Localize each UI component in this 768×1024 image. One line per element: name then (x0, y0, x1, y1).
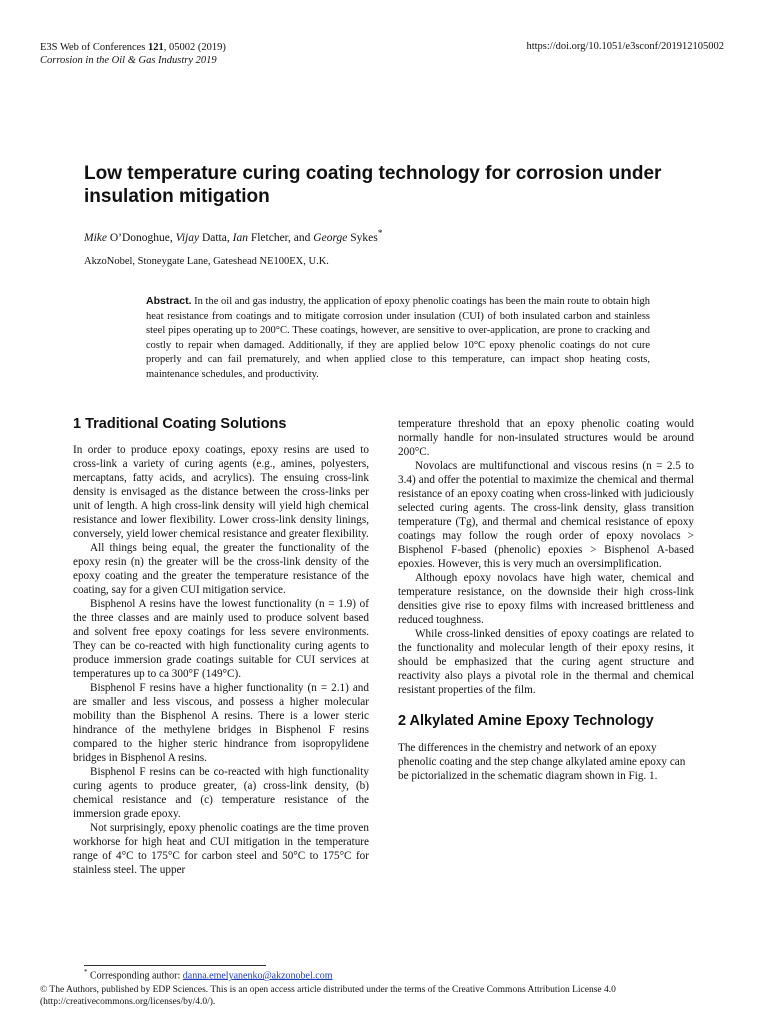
footnote-mark: * (84, 968, 88, 976)
paragraph: Novolacs are multifunctional and viscous resins (n = 2.5 to 3.4) and offer the potential to maximize the chemical and thermal resistance of an epoxy coating when cross-linked with judiciously selected curing agents. The cross-link density, glass transition temperature (Tg), and thermal and chemical resistance of epoxy coatings may follow the rough order of epoxy novolacs > Bisphenol F-based (phenolic) epoxies > Bisphenol A-based epoxies. However, this is very much an oversimplification. (398, 460, 694, 570)
journal-volume: 121 (148, 42, 164, 53)
author-first-name: George (313, 231, 348, 244)
author-email-link[interactable]: danna.emelyanenko@akzonobel.com (182, 970, 333, 982)
footnote-rule (84, 965, 266, 966)
license-notice: © The Authors, published by EDP Sciences. This is an open access article distributed under the terms of the Creative Commons Attribution License 4.0 (http://creativecommons.org/licenses/by/4.0/). (40, 985, 616, 1007)
abstract-text: In the oil and gas industry, the application of epoxy phenolic coatings has been the main route to obtain high heat resistance from coatings and to mitigate corrosion under insulation (CUI) of both insulated carbon and stainless steel pipes operating up to 200°C. These coatings, however, are sensitive to over-application, are prone to cracking and costly to repair when damaged. Additionally, if they are applied below 10°C epoxy phenolic coatings do not cure properly and can fail prematurely, and when applied close to this temperature, can impact shop heating costs, maintenance schedules, and productivity. (146, 296, 650, 380)
right-column (398, 417, 694, 783)
paragraph: All things being equal, the greater the functionality of the epoxy resin (n) the greater will be the cross-link density of the epoxy coating and the greater the temperature resistance of the coating, say for a given CUI mitigation service. (73, 542, 369, 596)
author-first-name: Mike (84, 231, 107, 244)
author-last-name: O’Donoghue, (106, 231, 176, 244)
left-column (73, 414, 369, 877)
paragraph: The differences in the chemistry and network of an epoxy phenolic coating and the step change alkylated amine epoxy can be pictorialized in the schematic diagram shown in Fig. 1. (398, 742, 686, 782)
author-last-name: Datta, (199, 231, 233, 244)
abstract-label: Abstract. (146, 295, 192, 307)
footnote-label: Corresponding author: (87, 970, 183, 982)
running-header (40, 41, 226, 67)
author-first-name: Vijay (175, 231, 200, 244)
author-last-name: Fletcher, and (247, 231, 314, 244)
paper-title: Low temperature curing coating technology for corrosion under insulation mitigation (84, 163, 662, 207)
abstract (146, 294, 650, 383)
corresponding-mark: * (377, 228, 383, 239)
paragraph: Bisphenol F resins can be co-reacted with high functionality curing agents to produce greater, (a) cross-link density, (b) chemical resistance and (c) temperature resistance of the immersion grade epoxy. (73, 766, 369, 820)
paragraph: While cross-linked densities of epoxy coatings are related to the functionality and molecular length of their epoxy resins, it should be emphasized that the curing agent structure and reactivity also plays a pivotal role in the thermal and chemical resistant properties of the film. (398, 628, 694, 696)
doi-link[interactable]: https://doi.org/10.1051/e3sconf/201912105002 (526, 41, 724, 52)
journal-line (40, 41, 226, 54)
section-heading: 1 Traditional Coating Solutions (73, 416, 287, 432)
paragraph: In order to produce epoxy coatings, epoxy resins are used to cross-link a variety of curing agents (e.g., amines, polyesters, mercaptans, fatty acids, and acrylics). The ensuing cross-link density is envisaged as the distance between the cross-links per unit of length. A high cross-link density will yield high chemical resistance and lower flexibility. Lower cross-link density linings, conversely, yield lower chemical resistance and greater flexibility. (73, 444, 369, 540)
paragraph: temperature threshold that an epoxy phenolic coating would normally handle for non-insulated structures would be around 200°C. (398, 418, 694, 458)
journal-name: E3S Web of Conferences (40, 42, 149, 53)
conference-name: Corrosion in the Oil & Gas Industry 2019 (40, 55, 217, 66)
affiliation: AkzoNobel, Stoneygate Lane, Gateshead NE100EX, U.K. (84, 256, 329, 267)
author-last-name: Sykes (347, 231, 378, 244)
paragraph: Bisphenol A resins have the lowest functionality (n = 1.9) of the three classes and are mainly used to produce solvent based and solvent free epoxy coatings for less severe environments. They can be co-reacted with high functionality curing agents to produce immersion grade coatings suitable for CUI services at temperatures up to ca 300°F (149°C). (73, 598, 369, 680)
paragraph: Not surprisingly, epoxy phenolic coatings are the time proven workhorse for high heat and CUI mitigation in the temperature range of 4°C to 175°C for carbon steel and 50°C to 175°C for stainless steel. The upper (73, 822, 369, 876)
section-heading: 2 Alkylated Amine Epoxy Technology (398, 713, 654, 729)
author-list (84, 228, 383, 244)
paragraph: Although epoxy novolacs have high water, chemical and temperature resistance, on the downside their high cross-link densities give rise to epoxy films with increased brittleness and reduced toughness. (398, 572, 694, 626)
author-first-name: Ian (232, 231, 248, 244)
footnote (84, 968, 332, 981)
article-number: , 05002 (2019) (163, 42, 226, 53)
paragraph: Bisphenol F resins have a higher functionality (n = 2.1) and are smaller and less viscous, and possess a higher molecular mobility than the Bisphenol A resins. There is a lower steric hindrance of the methylene bridges in Bisphenol F resins compared to the higher steric hindrance from isopropylidene bridges in Bisphenol A resins. (73, 682, 369, 764)
